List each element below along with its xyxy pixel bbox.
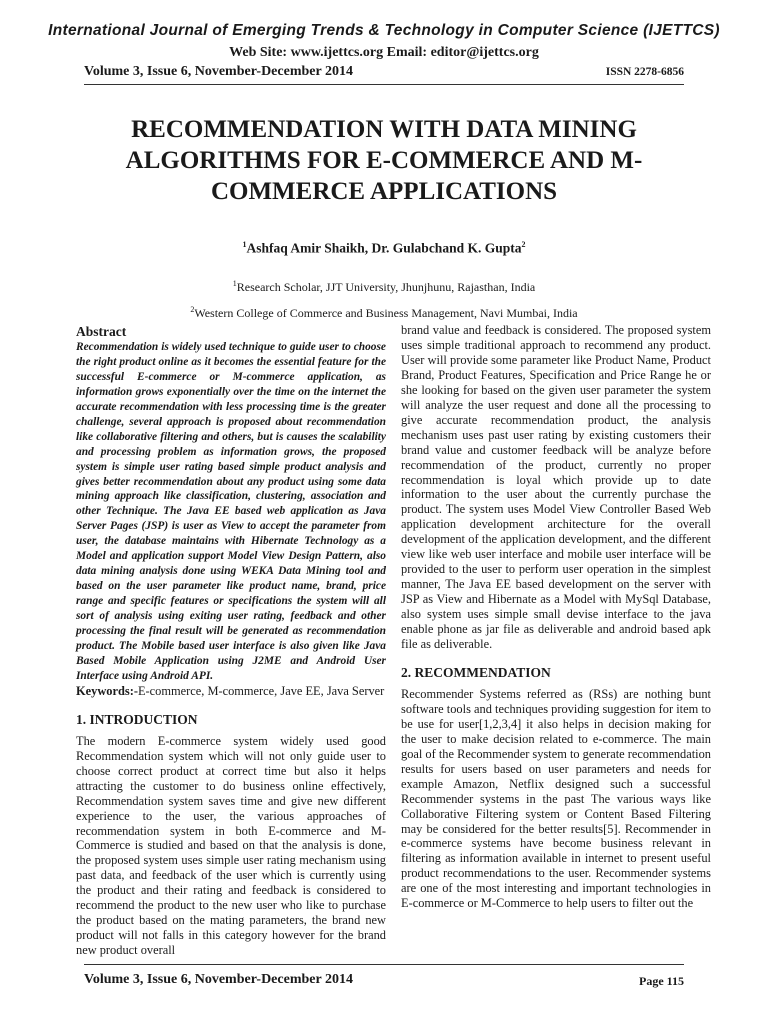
keywords	[76, 684, 386, 699]
affiliation-sup: 2	[190, 305, 195, 314]
title-line: ALGORITHMS FOR E-COMMERCE AND M-	[125, 147, 643, 174]
header-volume: Volume 3, Issue 6, November-December 2014	[84, 64, 353, 79]
abstract-body: Recommendation is widely used technique to guide user to choose the right product online as it becomes the essential feature for the successful E-commerce or M-commerce application, as information grows exponentially over the time on the internet the accurate recommendation with less processing time is the greater challenge, several approach is proposed about recommendation like collaborative filtering and others, but is causes the scalability and processing problem as information grows, the proposed system is simple user rating based simple product analysis and gives better recommendation about any product using some data mining approach like classification, clustering, association and other Technique. The Java EE based web application as Java Server Pages (JSP) is user as View to accept the parameter from user, the database maintains with Hibernate Technology as a Model and application support Model View Design Pattern, also data mining analysis done using WEKA Data Mining tool and based on the user parameter like product name, brand, price range and specific features or specifications the system will all sort of analysis using exiting user rating, feedback and other processing the final result will be generated as recommendation product. The Mobile based user interface is also given like Java Based Mobile Application using J2ME and Android User Interface using Android API.	[76, 340, 386, 682]
affiliation-text: Western College of Commerce and Business Management, Navi Mumbai, India	[194, 306, 578, 320]
paper-authors	[0, 240, 768, 257]
right-continued-text: brand value and feedback is considered. The proposed system uses simple traditional approach to recommend any product. User will provide some parameter like Product Name, Product Brand, Product Features, Specification and Price Range he or she looking for based on the given user parameter the system will analyze the user request and done all the processing to give accurate recommendation product, the analysis mechanism uses past user rating by existing customers their brand value and customer feedback will be analyze before recommendation of the product, currently no proper recommendation is loyal which provide up to date information to the user about the currently purchase the product. The system uses Model View Controller Based Web application development architecture for the overall development of the application development, and the different view like web user interface and mobile user interface will be provided to the user to perform user operation in the simplest manner, The Java EE based development on the server with JSP as View and Hibernate as a Model with MySql Database, also system uses simple small devise interface to the java enable phone as jar file as deliverable and android based apk file as deliverable.	[401, 323, 711, 652]
paper-title	[84, 114, 684, 207]
author-sup: 1	[242, 240, 247, 249]
header-issn: ISSN 2278-6856	[605, 66, 684, 78]
abstract-heading: Abstract	[76, 324, 127, 339]
keywords-label: Keywords:-	[76, 683, 138, 698]
left-column	[76, 325, 386, 958]
affiliation	[0, 279, 768, 295]
journal-title: International Journal of Emerging Trends & Technology in Computer Science (IJETTCS)	[48, 22, 720, 39]
right-column	[401, 323, 711, 911]
header-divider	[84, 84, 684, 85]
recommendation-body: Recommender Systems referred as (RSs) are nothing bunt software tools and techniques providing suggestion for item to be use for user[1,2,3,4] it also helps in decision making for the user to make decision related to e-commerce. The main goal of the Recommender system to generate recommendation results for users based on user parameters and needs for example Amazon, Netflix designed such a successful Recommender systems in the past The various ways like Collaborative Filtering system or Content Based Filtering may be considered for the better results[5]. Recommender in e-commerce systems have become business relevant in filtering as information available in internet to present useful product recommendations to the user. Recommender systems are one of the most interesting and important technologies in E-commerce or M-Commerce to help users to filter out the	[401, 686, 712, 911]
affiliation-sup: 1	[232, 279, 237, 288]
title-line: RECOMMENDATION WITH DATA MINING	[131, 116, 637, 143]
author-names: Ashfaq Amir Shaikh, Dr. Gulabchand K. Gupta	[246, 240, 522, 256]
footer-volume: Volume 3, Issue 6, November-December 2014	[84, 972, 353, 987]
intro-body: The modern E-commerce system widely used good Recommendation system which will not only guide user to choose correct product at correct time but also it helps attracting the customer to do business online effectively, Recommendation system saves time and give new different experience to the user, the various approaches of recommendation system in both E-commerce and M-Commerce is studied and based on that the analysis is done, the proposed system uses simple user rating mechanism using past data, and feedback of the user which is currently using the product and their rating and feedback is considered to recommend the product to the new user who like to purchase the product based on the mating parameters, the brand new product will not falls in this category however for the brand new product overall	[76, 733, 386, 958]
author-sup: 2	[521, 240, 526, 249]
affiliation	[0, 305, 768, 321]
intro-heading: 1. INTRODUCTION	[76, 711, 198, 727]
page-number: Page 115	[639, 974, 684, 988]
keywords-text: E-commerce, M-commerce, Jave EE, Java Server	[137, 683, 385, 698]
affiliation-text: Research Scholar, JJT University, Jhunjhunu, Rajasthan, India	[236, 280, 536, 294]
journal-website: Web Site: www.ijettcs.org Email: editor@ijettcs.org	[229, 45, 539, 60]
recommendation-heading: 2. RECOMMENDATION	[401, 664, 551, 680]
title-line: COMMERCE APPLICATIONS	[210, 178, 558, 205]
footer-divider	[84, 964, 684, 965]
